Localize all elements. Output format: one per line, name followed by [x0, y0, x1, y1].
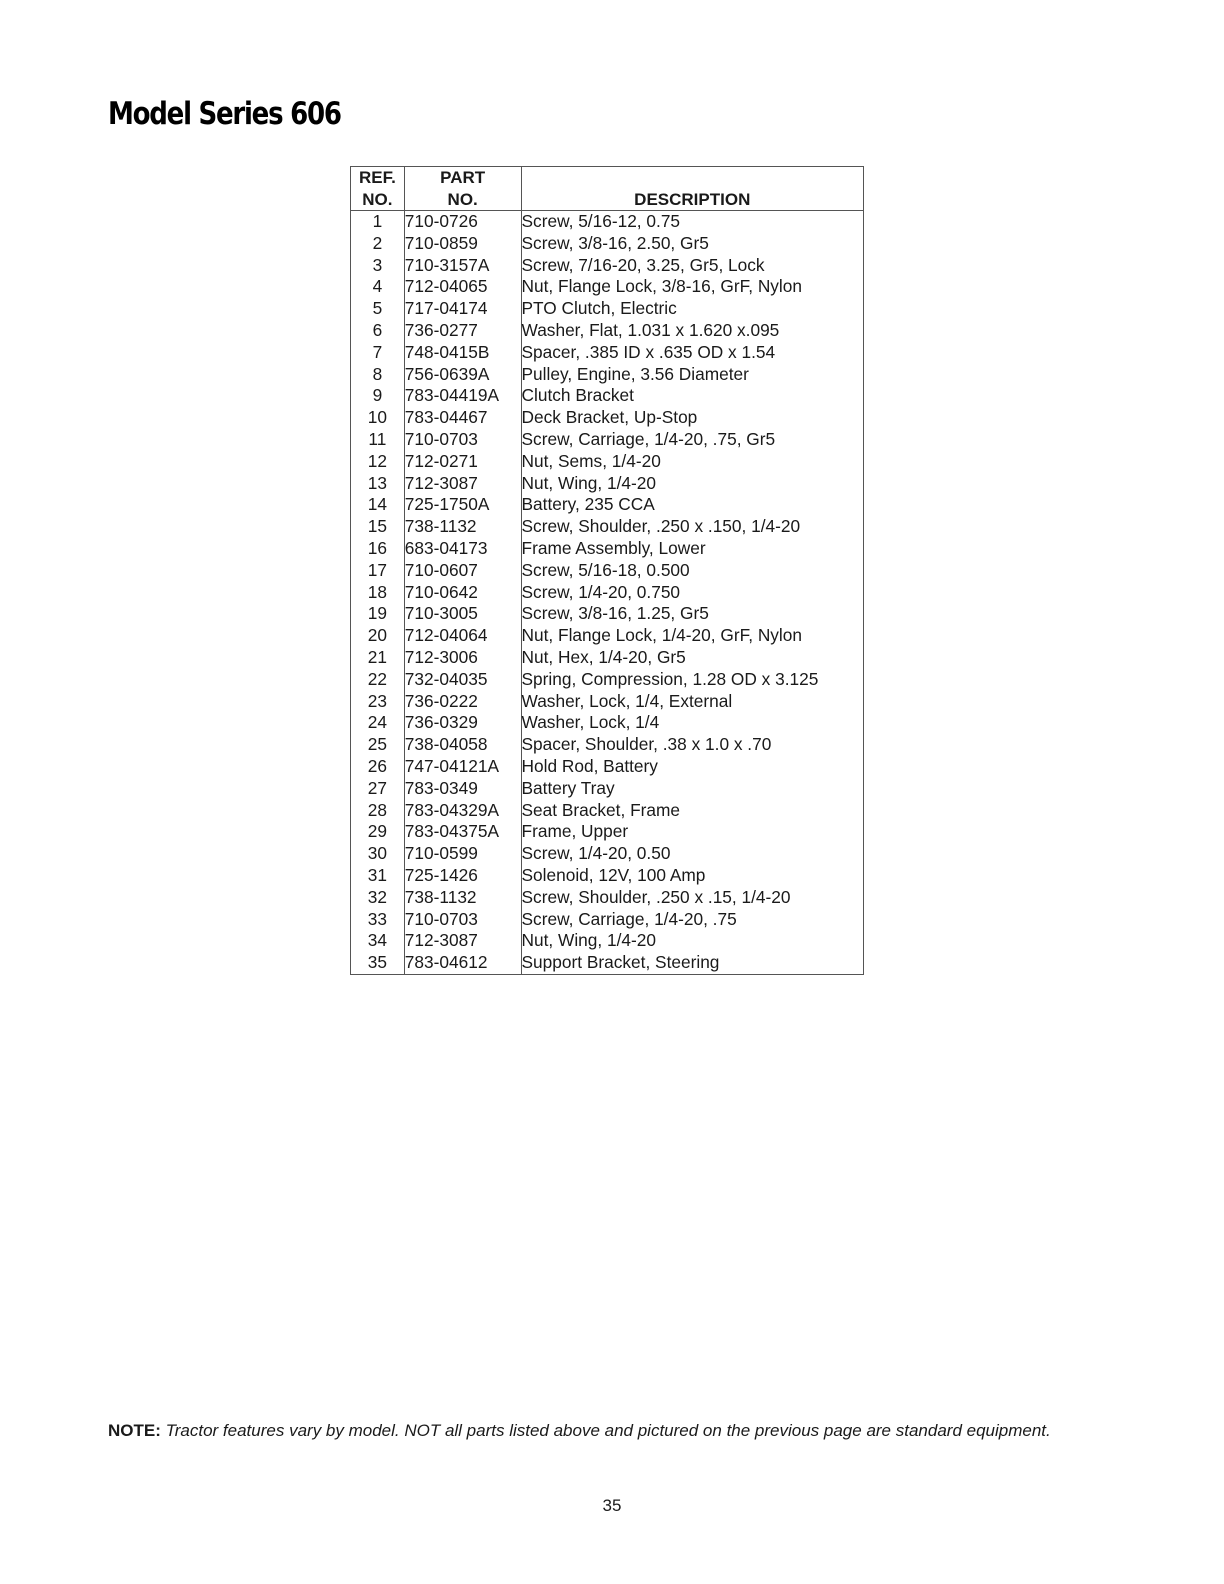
part-no-cell: 710-0703: [404, 429, 521, 451]
description-cell: Nut, Flange Lock, 1/4-20, GrF, Nylon: [521, 625, 863, 647]
table-row: [351, 647, 864, 669]
table-row: [351, 538, 864, 560]
description-cell: Solenoid, 12V, 100 Amp: [521, 865, 863, 887]
page-title: Model Series 606: [108, 96, 341, 132]
note-text: Tractor features vary by model. NOT all parts listed above and pictured on the previous page are standard equipment.: [165, 1421, 1051, 1440]
table-row: [351, 669, 864, 691]
table-row: [351, 712, 864, 734]
table-row: [351, 233, 864, 255]
description-cell: Screw, Shoulder, .250 x .15, 1/4-20: [521, 887, 863, 909]
description-cell: Screw, Carriage, 1/4-20, .75: [521, 909, 863, 931]
ref-cell: 26: [351, 756, 405, 778]
description-cell: Battery, 235 CCA: [521, 494, 863, 516]
parts-table-header: [351, 167, 864, 211]
table-row: [351, 625, 864, 647]
description-cell: Pulley, Engine, 3.56 Diameter: [521, 364, 863, 386]
part-no-cell: 756-0639A: [404, 364, 521, 386]
part-no-cell: 710-3005: [404, 603, 521, 625]
part-no-cell: 736-0222: [404, 691, 521, 713]
table-row: [351, 691, 864, 713]
ref-cell: 27: [351, 778, 405, 800]
footnote: [108, 1421, 1051, 1441]
ref-header-line2: NO.: [362, 189, 393, 209]
parts-table-body: [351, 211, 864, 975]
ref-cell: 15: [351, 516, 405, 538]
ref-cell: 17: [351, 560, 405, 582]
table-row: [351, 778, 864, 800]
description-cell: Battery Tray: [521, 778, 863, 800]
ref-cell: 25: [351, 734, 405, 756]
table-row: [351, 451, 864, 473]
part-no-cell: 738-1132: [404, 887, 521, 909]
ref-cell: 31: [351, 865, 405, 887]
parts-table: [350, 166, 864, 975]
description-cell: Seat Bracket, Frame: [521, 800, 863, 822]
part-no-cell: 783-04329A: [404, 800, 521, 822]
table-row: [351, 756, 864, 778]
note-label: NOTE:: [108, 1421, 161, 1440]
table-row: [351, 603, 864, 625]
part-no-cell: 738-04058: [404, 734, 521, 756]
ref-cell: 33: [351, 909, 405, 931]
part-no-cell: 710-0726: [404, 211, 521, 233]
description-cell: Nut, Wing, 1/4-20: [521, 930, 863, 952]
description-cell: Screw, 1/4-20, 0.50: [521, 843, 863, 865]
table-row: [351, 821, 864, 843]
table-row: [351, 385, 864, 407]
part-no-cell: 712-04065: [404, 276, 521, 298]
part-no-cell: 712-0271: [404, 451, 521, 473]
table-row: [351, 364, 864, 386]
description-cell: Spacer, .385 ID x .635 OD x 1.54: [521, 342, 863, 364]
description-cell: Screw, 3/8-16, 1.25, Gr5: [521, 603, 863, 625]
part-no-cell: 710-3157A: [404, 255, 521, 277]
ref-cell: 20: [351, 625, 405, 647]
description-cell: Nut, Sems, 1/4-20: [521, 451, 863, 473]
part-no-cell: 712-3087: [404, 473, 521, 495]
ref-cell: 5: [351, 298, 405, 320]
ref-cell: 34: [351, 930, 405, 952]
ref-cell: 28: [351, 800, 405, 822]
ref-cell: 21: [351, 647, 405, 669]
ref-header-line1: REF.: [358, 168, 396, 187]
part-no-cell: 683-04173: [404, 538, 521, 560]
table-row: [351, 865, 864, 887]
table-row: [351, 276, 864, 298]
ref-cell: 8: [351, 364, 405, 386]
table-row: [351, 734, 864, 756]
part-no-cell: 747-04121A: [404, 756, 521, 778]
description-cell: Deck Bracket, Up-Stop: [521, 407, 863, 429]
description-cell: Screw, Carriage, 1/4-20, .75, Gr5: [521, 429, 863, 451]
ref-cell: 9: [351, 385, 405, 407]
ref-cell: 18: [351, 582, 405, 604]
table-row: [351, 887, 864, 909]
part-no-cell: 783-04467: [404, 407, 521, 429]
table-row: [351, 800, 864, 822]
ref-cell: 2: [351, 233, 405, 255]
ref-cell: 11: [351, 429, 405, 451]
ref-cell: 3: [351, 255, 405, 277]
description-cell: Washer, Lock, 1/4: [521, 712, 863, 734]
part-no-cell: 710-0859: [404, 233, 521, 255]
description-cell: Frame, Upper: [521, 821, 863, 843]
description-cell: Nut, Wing, 1/4-20: [521, 473, 863, 495]
table-row: [351, 407, 864, 429]
table-row: [351, 909, 864, 931]
description-cell: Washer, Lock, 1/4, External: [521, 691, 863, 713]
table-row: [351, 516, 864, 538]
ref-cell: 32: [351, 887, 405, 909]
part-no-cell: 712-3087: [404, 930, 521, 952]
ref-cell: 22: [351, 669, 405, 691]
ref-cell: 29: [351, 821, 405, 843]
description-cell: Screw, Shoulder, .250 x .150, 1/4-20: [521, 516, 863, 538]
ref-cell: 6: [351, 320, 405, 342]
description-cell: Screw, 7/16-20, 3.25, Gr5, Lock: [521, 255, 863, 277]
part-no-cell: 783-04612: [404, 952, 521, 974]
part-no-cell: 712-3006: [404, 647, 521, 669]
table-row: [351, 429, 864, 451]
part-no-cell: 712-04064: [404, 625, 521, 647]
table-row: [351, 843, 864, 865]
table-row: [351, 930, 864, 952]
part-no-cell: 783-0349: [404, 778, 521, 800]
table-row: [351, 582, 864, 604]
part-no-header: [404, 167, 521, 211]
description-cell: Clutch Bracket: [521, 385, 863, 407]
part-no-cell: 710-0607: [404, 560, 521, 582]
part-no-cell: 710-0703: [404, 909, 521, 931]
description-cell: Spring, Compression, 1.28 OD x 3.125: [521, 669, 863, 691]
description-cell: Nut, Flange Lock, 3/8-16, GrF, Nylon: [521, 276, 863, 298]
ref-cell: 4: [351, 276, 405, 298]
description-cell: Nut, Hex, 1/4-20, Gr5: [521, 647, 863, 669]
description-header: [521, 167, 863, 211]
part-no-cell: 783-04419A: [404, 385, 521, 407]
ref-cell: 23: [351, 691, 405, 713]
ref-no-header: [351, 167, 405, 211]
description-cell: Screw, 1/4-20, 0.750: [521, 582, 863, 604]
ref-cell: 1: [351, 211, 405, 233]
ref-cell: 19: [351, 603, 405, 625]
ref-cell: 7: [351, 342, 405, 364]
description-cell: Screw, 5/16-18, 0.500: [521, 560, 863, 582]
ref-cell: 16: [351, 538, 405, 560]
part-no-cell: 725-1750A: [404, 494, 521, 516]
part-header-line1: PART: [440, 168, 486, 187]
ref-cell: 14: [351, 494, 405, 516]
ref-cell: 12: [351, 451, 405, 473]
table-row: [351, 952, 864, 974]
table-row: [351, 211, 864, 233]
description-cell: Spacer, Shoulder, .38 x 1.0 x .70: [521, 734, 863, 756]
description-cell: Washer, Flat, 1.031 x 1.620 x.095: [521, 320, 863, 342]
part-no-cell: 738-1132: [404, 516, 521, 538]
table-row: [351, 298, 864, 320]
page-number: 35: [602, 1496, 622, 1515]
part-no-cell: 732-04035: [404, 669, 521, 691]
part-no-cell: 725-1426: [404, 865, 521, 887]
ref-cell: 13: [351, 473, 405, 495]
description-cell: Screw, 5/16-12, 0.75: [521, 211, 863, 233]
description-cell: PTO Clutch, Electric: [521, 298, 863, 320]
ref-cell: 24: [351, 712, 405, 734]
table-row: [351, 342, 864, 364]
part-no-cell: 710-0642: [404, 582, 521, 604]
part-no-cell: 717-04174: [404, 298, 521, 320]
ref-cell: 30: [351, 843, 405, 865]
description-cell: Support Bracket, Steering: [521, 952, 863, 974]
description-header-text: DESCRIPTION: [634, 189, 751, 209]
ref-cell: 35: [351, 952, 405, 974]
part-no-cell: 710-0599: [404, 843, 521, 865]
table-row: [351, 255, 864, 277]
table-row: [351, 320, 864, 342]
part-no-cell: 748-0415B: [404, 342, 521, 364]
part-no-cell: 736-0277: [404, 320, 521, 342]
description-cell: Hold Rod, Battery: [521, 756, 863, 778]
part-no-cell: 736-0329: [404, 712, 521, 734]
description-cell: Screw, 3/8-16, 2.50, Gr5: [521, 233, 863, 255]
description-cell: Frame Assembly, Lower: [521, 538, 863, 560]
part-header-line2: NO.: [447, 189, 478, 209]
table-row: [351, 473, 864, 495]
ref-cell: 10: [351, 407, 405, 429]
part-no-cell: 783-04375A: [404, 821, 521, 843]
table-row: [351, 494, 864, 516]
table-row: [351, 560, 864, 582]
